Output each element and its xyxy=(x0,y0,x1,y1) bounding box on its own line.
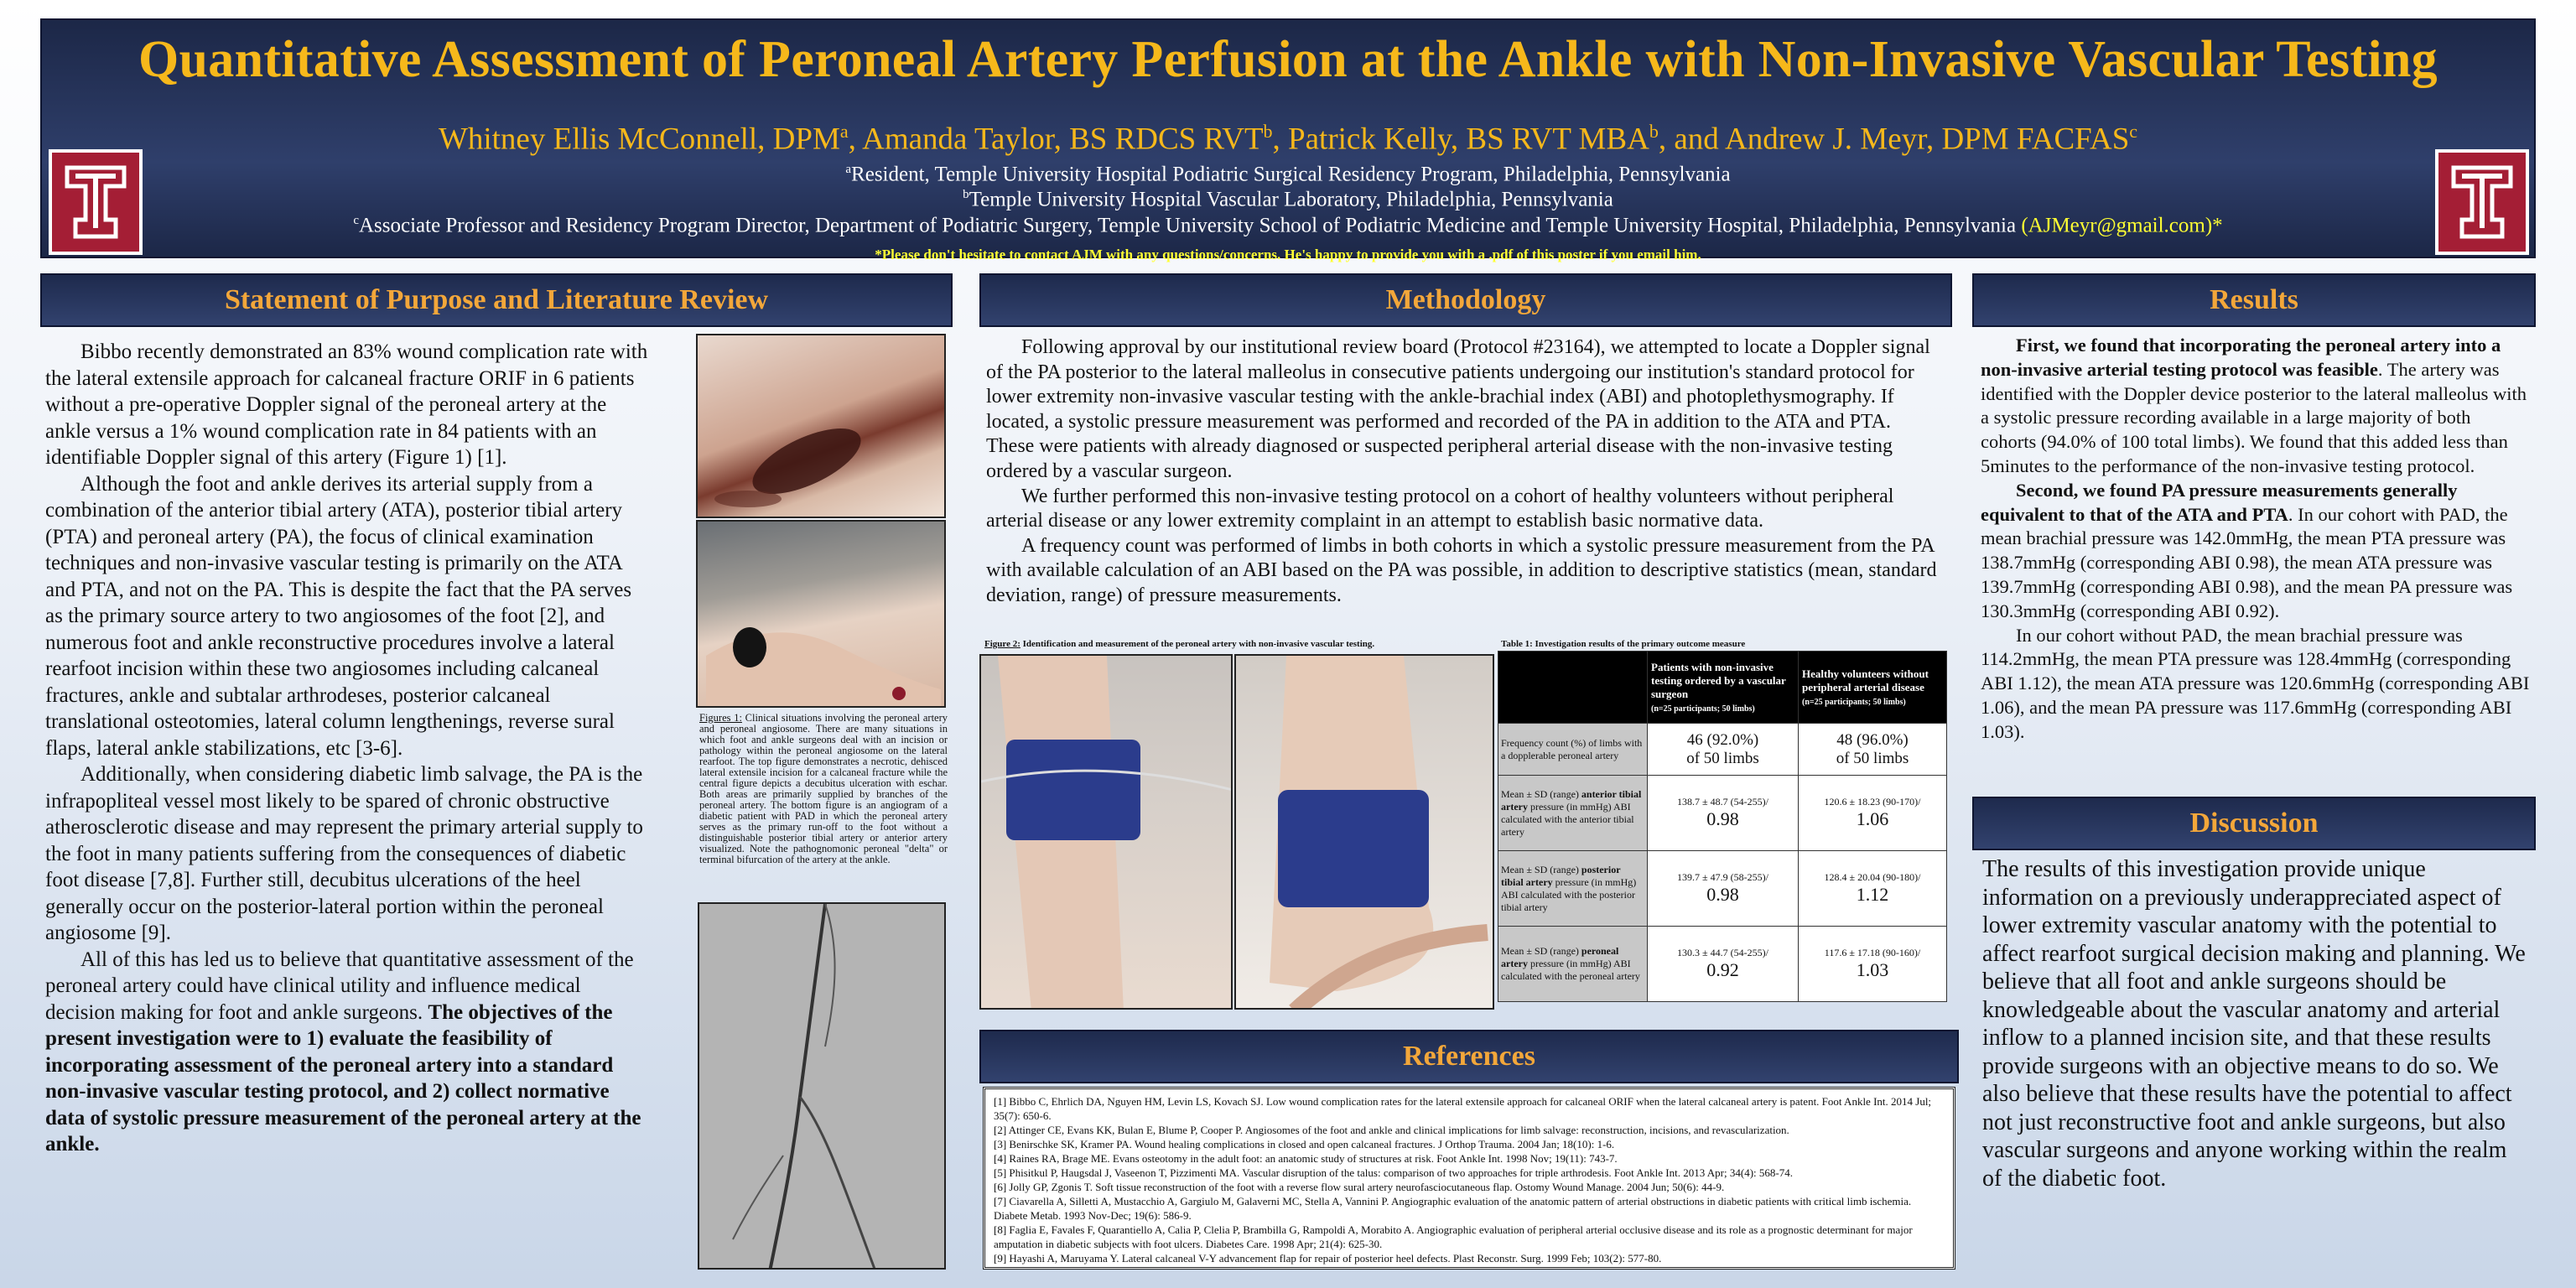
table-header-col2: Healthy volunteers without peripheral arterial disease (n=25 participants; 50 limbs) xyxy=(1799,652,1947,724)
author-3: Patrick Kelly, BS RVT MBA xyxy=(1288,122,1649,157)
table-cell: 120.6 ± 18.23 (90-170)/ 1.06 xyxy=(1799,776,1947,851)
temple-logo-left xyxy=(49,149,143,255)
figure-2-photo-left xyxy=(979,654,1233,1010)
table-row-label: Mean ± SD (range) anterior tibial artery pressure (in mmHg) ABI calculated with the anterior tibial artery xyxy=(1498,776,1648,851)
table-row-label: Mean ± SD (range) posterior tibial artery pressure (in mmHg) ABI calculated with the posterior tibial artery xyxy=(1498,851,1648,927)
table-cell: 128.4 ± 20.04 (90-180)/ 1.12 xyxy=(1799,851,1947,927)
methodology-paragraph-1: Following approval by our institutional review board (Protocol #23164), we attempted to locate a Doppler signal of the PA posterior to the lateral malleolus in consecutive patients undergoing our institution's standard protocol for lower extremity non-invasive vascular testing with the ankle-brachial index (ABI) and photoplethysmography. If located, a systolic pressure measurement was performed and recorded of the PA in addition to the ATA and PTA. These were patients with already diagnosed or suspected peripheral arterial disease with the non-invasive testing ordered by a vascular surgeon. xyxy=(986,336,1930,482)
purpose-text xyxy=(45,339,649,1158)
author-2: Amanda Taylor, BS RDCS RVT xyxy=(862,122,1264,157)
methodology-paragraph-2: We further performed this non-invasive testing protocol on a cohort of healthy volunteers without peripheral arterial disease or any lower extremity complaint in an attempt to establish basic normative data. xyxy=(986,485,1894,532)
table-header-col1: Patients with non-invasive testing ordered by a vascular surgeon (n=25 participants; 50 limbs) xyxy=(1648,652,1799,724)
purpose-paragraph-4: All of this has led us to believe that quantitative assessment of the peroneal artery could have clinical utility and influence medical decision making for foot and ankle surgeons. The objectives of the present investigation were to 1) evaluate the feasibility of incorporating assessment of the peroneal artery into a standard non-invasive vascular testing protocol, and 2) collect normative data of systolic pressure measurement of the peroneal artery at the ankle. xyxy=(45,948,641,1156)
references-heading: References xyxy=(979,1030,1959,1083)
table-cell: 117.6 ± 17.18 (90-160)/ 1.03 xyxy=(1799,927,1947,1002)
objectives-statement: The objectives of the present investigation were to 1) evaluate the feasibility of incorporating assessment of the peroneal artery into a standard non-invasive vascular testing protocol, and 2) collect normative data of systolic pressure measurement of the peroneal artery at the ankle. xyxy=(45,1000,641,1156)
table-row xyxy=(1498,851,1947,927)
reference-item: [4] Raines RA, Brage ME. Evans osteotomy in the adult foot: an anatomic study of structures at risk. Foot Ankle Int. 1998 Nov; 19(11): 743-7. xyxy=(994,1152,1618,1165)
table-row-label: Frequency count (%) of limbs with a dopplerable peroneal artery xyxy=(1498,724,1648,776)
affiliation-a: $^a$Resident, Temple University Hospital Podiatric Surgical Residency Program, Philadelphia, Pennsylvania xyxy=(845,163,1731,186)
figure-1-angiogram xyxy=(698,902,946,1270)
reference-item: [2] Attinger CE, Evans KK, Bulan E, Blume P, Cooper P. Angiosomes of the foot and ankle and clinical implications for limb salvage: reconstruction, incisions, and revascularization. xyxy=(994,1124,1789,1136)
figure-1-incision-photo xyxy=(696,334,946,518)
table-header-blank xyxy=(1498,652,1648,724)
discussion-text: The results of this investigation provide unique information on a previously underappreciated aspect of lower extremity vascular anatomy with the potential to affect rearfoot surgical decision making and planning. We believe that all foot and ankle surgeons should be knowledgeable about the vascular anatomy and arterial inflow to a planned incision site, and that these results provide surgeons with an objective means to do so. We also believe that these results have the potential to affect not just reconstructive foot and ankle surgeons, but also vascular surgeons and anyone working within the realm of the diabetic foot. xyxy=(1982,856,2526,1192)
table-1-caption: Table 1: Investigation results of the primary outcome measure xyxy=(1501,639,1746,649)
author-list: Whitney Ellis McConnell, DPM$^a$, Amanda Taylor, BS RDCS RVT$^b$, Patrick Kelly, BS RVT MBA$^b$, and Andrew J. Meyr, DPM FACFAS$^c$ xyxy=(438,121,2138,157)
discussion-heading: Discussion xyxy=(1972,797,2536,850)
reference-item: [7] Ciavarella A, Silletti A, Mustacchio A, Gargiulo M, Galaverni MC, Stella A, Vannini P. Angiographic evaluation of the anatomic pattern of arterial obstructions in diabetic patients with critical limb ischemia. Diabete Metab. 1993 Nov-Dec; 19(6): 586-9. xyxy=(994,1195,1912,1222)
figure-2-caption: Figure 2: Identification and measurement of the peroneal artery with non-invasive vascular testing. xyxy=(984,639,1375,649)
purpose-paragraph-3: Additionally, when considering diabetic limb salvage, the PA is the infrapopliteal vessel most likely to be spared of chronic obstructive atherosclerotic disease and may represent the primary arterial supply to the foot in many patients suffering from the consequences of diabetic foot disease [7,8]. Further still, decubitus ulcerations of the heel generally occur on the posterior-lateral portion within the peroneal angiosome [9]. xyxy=(45,763,643,944)
reference-item: [9] Hayashi A, Maruyama Y. Lateral calcaneal V-Y advancement flap for repair of posterior heel defects. Plast Reconstr. Surg. 1999 Feb; 103(2): 577-80. xyxy=(994,1252,1662,1265)
table-row xyxy=(1498,927,1947,1002)
purpose-paragraph-1: Bibbo recently demonstrated an 83% wound complication rate with the lateral extensile approach for calcaneal fracture ORIF in 6 patients without a pre-operative Doppler signal of the peroneal artery at the ankle versus a 1% wound complication rate in 84 patients with an identifiable Doppler signal of this artery (Figure 1) [1]. xyxy=(45,340,648,469)
results-heading: Results xyxy=(1972,273,2536,327)
table-header-row xyxy=(1498,652,1947,724)
poster-title: Quantitative Assessment of Peroneal Artery Perfusion at the Ankle with Non-Invasive Vascular Testing xyxy=(138,31,2438,88)
results-paragraph-1: First, we found that incorporating the peroneal artery into a non-invasive arterial testing protocol was feasible. The artery was identified with the Doppler device posterior to the lateral malleolus with a systolic pressure recording available in a large majority of both cohorts (94.0% of 100 total limbs). We found that this added less than 5minutes to the performance of the non-invasive testing protocol. xyxy=(1981,335,2527,476)
contact-note: *Please don't hesitate to contact AJM with any questions/concerns. He's happy to provide you with a .pdf of this poster if you email him. xyxy=(875,247,1701,262)
results-text xyxy=(1981,334,2531,745)
table-cell: 138.7 ± 48.7 (54-255)/ 0.98 xyxy=(1648,776,1799,851)
reference-item: [6] Jolly GP, Zgonis T. Soft tissue reconstruction of the foot with a reverse flow sural artery neurofasciocutaneous flap. Ostomy Wound Manage. 2004 Jun; 50(6): 44-9. xyxy=(994,1181,1725,1193)
reference-item: [3] Benirschke SK, Kramer PA. Wound healing complications in closed and open calcaneal fractures. J Orthop Trauma. 2004 Jan; 18(10): 1-6. xyxy=(994,1138,1615,1150)
figure-1-caption: Figures 1: Clinical situations involving the peroneal artery and peroneal angiosome. There are many situations in which foot and ankle surgeons deal with an incision or pathology within the peroneal angiosome on the lateral rearfoot. The top figure demonstrates a necrotic, dehisced lateral extensile incision for a calcaneal fracture while the central figure depicts a decubitus ulceration with eschar. Both areas are primarily supplied by branches of the peroneal artery. The bottom figure is an angiogram of a diabetic patient with PAD in which the peroneal artery serves as the primary run-off to the foot without a distinguishable posterior tibial artery or anterior artery visualized. Note the pathognomonic peroneal "delta" or terminal bifurcation of the artery at the ankle. xyxy=(699,712,948,865)
reference-item: [8] Faglia E, Favales F, Quarantiello A, Calia P, Clelia P, Brambilla G, Rampoldi A, Morabito A. Angiographic evaluation of peripheral arterial occlusive disease and its role as a prognostic determinant for major amputation in diabetic subjects with foot ulcers. Diabetes Care. 1998 Apr; 21(4): 625-30. xyxy=(994,1223,1913,1250)
figure-1-ulcer-photo xyxy=(696,520,946,708)
poster-header xyxy=(40,18,2536,262)
table-row xyxy=(1498,776,1947,851)
table-cell: 139.7 ± 47.9 (58-255)/ 0.98 xyxy=(1648,851,1799,927)
results-table xyxy=(1498,651,1947,1002)
contact-email[interactable]: (AJMeyr@gmail.com)* xyxy=(2021,214,2223,237)
table-cell: 46 (92.0%) of 50 limbs xyxy=(1648,724,1799,776)
table-cell: 130.3 ± 44.7 (54-255)/ 0.92 xyxy=(1648,927,1799,1002)
reference-item: [1] Bibbo C, Ehrlich DA, Nguyen HM, Levin LS, Kovach SJ. Low wound complication rates for the lateral extensile approach for calcaneal ORIF when the lateral calcaneal artery is patent. Foot Ankle Int. 2014 Jul; 35(7): 650-6. xyxy=(994,1095,1932,1122)
methodology-text xyxy=(986,335,1942,609)
affiliation-b: $^b$Temple University Hospital Vascular Laboratory, Philadelphia, Pennsylvania xyxy=(963,188,1613,211)
results-paragraph-2: Second, we found PA pressure measurements generally equivalent to that of the ATA and PTA. In our cohort with PAD, the mean brachial pressure was 142.0mmHg, the mean PTA pressure was 138.7mmHg (corresponding ABI 0.98), the mean ATA pressure was 139.7mmHg (corresponding ABI 0.98), and the mean PA pressure was 130.3mmHg (corresponding ABI 0.92). xyxy=(1981,479,2513,621)
table-row xyxy=(1498,724,1947,776)
author-1: Whitney Ellis McConnell, DPM xyxy=(438,122,840,157)
table-cell: 48 (96.0%) of 50 limbs xyxy=(1799,724,1947,776)
methodology-paragraph-3: A frequency count was performed of limbs in both cohorts in which a systolic pressure measurement from the PA with available calculation of an ABI based on the PA was possible, in addition to descriptive statistics (mean, standard deviation, range) of pressure measurements. xyxy=(986,534,1937,606)
results-paragraph-3: In our cohort without PAD, the mean brachial pressure was 114.2mmHg, the mean PTA pressure was 128.4mmHg (corresponding ABI 1.12), the mean ATA pressure was 120.6mmHg (corresponding ABI 1.06), and the mean PA pressure was 117.6mmHg (corresponding ABI 1.03). xyxy=(1981,624,2530,742)
temple-logo-right xyxy=(2435,149,2529,255)
figure-2-photo-right xyxy=(1234,654,1494,1010)
purpose-heading: Statement of Purpose and Literature Review xyxy=(40,273,953,327)
affiliation-c: $^c$Associate Professor and Residency Program Director, Department of Podiatric Surgery, Temple University School of Podiatric Medicine and Temple University Hospital, Philadelphia, Pennsylvania (AJMeyr@gmail.com)* xyxy=(353,214,2223,237)
reference-item: [5] Phisitkul P, Haugsdal J, Vaseenon T, Pizzimenti MA. Vascular disruption of the talus: comparison of two approaches for triple arthrodesis. Foot Ankle Int. 2013 Apr; 34(4): 568-74. xyxy=(994,1166,1793,1179)
table-row-label: Mean ± SD (range) peroneal artery pressure (in mmHg) ABI calculated with the peroneal artery xyxy=(1498,927,1648,1002)
references-list xyxy=(983,1087,1955,1270)
methodology-heading: Methodology xyxy=(979,273,1952,327)
author-4: Andrew J. Meyr, DPM FACFAS xyxy=(1724,122,2130,157)
purpose-paragraph-2: Although the foot and ankle derives its arterial supply from a combination of the anterior tibial artery (ATA), posterior tibial artery (PTA) and peroneal artery (PA), the focus of clinical examination techniques and non-invasive vascular testing is primarily on the ATA and PTA, and not on the PA. This is despite the fact that the PA serves as the primary source artery to two angiosomes of the foot [2], and numerous foot and ankle reconstructive procedures involve a lateral rearfoot incision within these two angiosomes including calcaneal fractures, ankle and subtalar arthrodeses, posterior calcaneal translational osteotomies, lateral column lengthenings, reverse sural flaps, lateral ankle stabilizations, etc [3-6]. xyxy=(45,472,632,760)
